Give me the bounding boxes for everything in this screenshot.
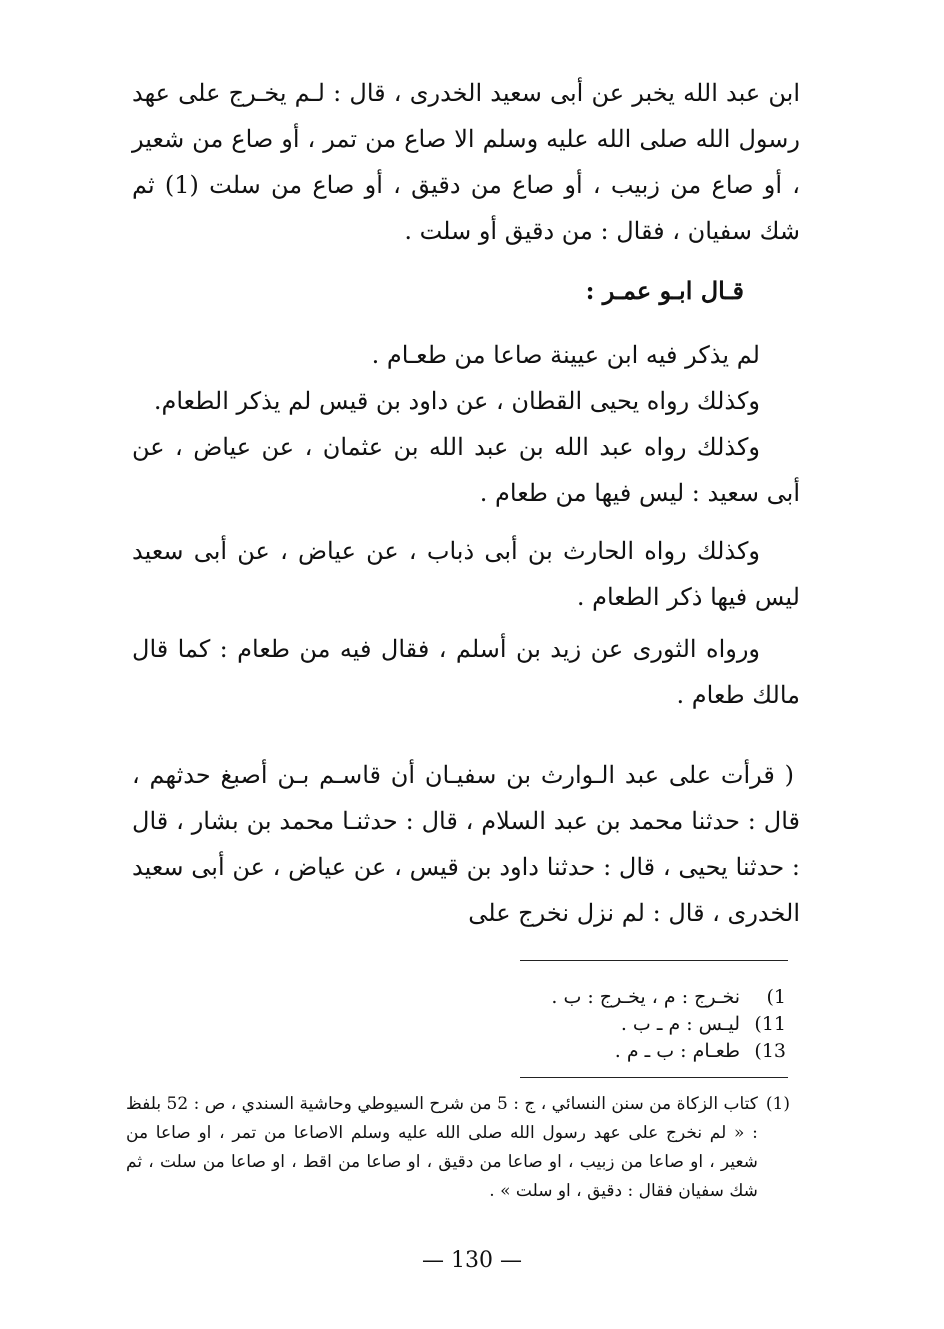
commentary-line-2: وكذلك رواه يحيى القطان ، عن داود بن قيس لم يذكر الطعام. xyxy=(153,387,760,415)
variant-note xyxy=(551,1011,786,1038)
variant-note-text: طعـام : ب ـ م . xyxy=(614,1040,740,1062)
footnote-divider xyxy=(520,1077,788,1078)
commentary-block xyxy=(132,332,800,718)
page-number: — 130 — xyxy=(422,1248,522,1273)
hadith-text-2: ( قرأت على عبد الـوارث بن سفيـان أن قاسـم بـن أصبغ حدثهم ، قال : حدثنا محمد بن عبد السلام ، قال : حدثنـا محمد بن بشار ، قال : حدثنا يحيى ، قال : حدثنا داود بن قيس ، عن عياض ، عن أبى سعيد الخدرى ، قال : لم نزل نخرج على xyxy=(132,761,800,927)
commentary-line-3: وكذلك رواه عبد الله بن عبد الله بن عثمان ، عن عياض ، عن أبى سعيد : ليس فيها من طعام . xyxy=(132,433,800,507)
variant-note xyxy=(551,1038,786,1065)
variant-note-text: نخـرج : م ، يخـرج : ب . xyxy=(551,986,740,1008)
notes-divider xyxy=(520,960,788,961)
footnote xyxy=(126,1090,790,1206)
variant-note-number: 13) xyxy=(754,1040,786,1062)
hadith-paragraph-1 xyxy=(132,70,800,254)
section-heading: قـال ابـو عمـر : xyxy=(585,276,744,305)
variant-note xyxy=(551,984,786,1011)
commentary-line-4: وكذلك رواه الحارث بن أبى ذباب ، عن عياض ، عن أبى سعيد ليس فيها ذكر الطعام . xyxy=(132,537,800,611)
footnote-text: كتاب الزكاة من سنن النسائي ، ج : 5 من شرح السيوطي وحاشية السندي ، ص : 52 بلفظ : « لم نخرج على عهد رسول الله صلى الله عليه وسلم الاصاعا من تمر ، او صاعا من شعير ، او صاعا من زبيب ، او صاعا من دقيق ، او صاعا من اقط ، او صاعا من سلت ، ثم شك سفيان فقال : دقيق ، او سلت » . xyxy=(126,1094,758,1201)
commentary-line-1: لم يذكر فيه ابن عيينة صاعا من طعـام . xyxy=(371,341,760,369)
footnote-number: (1) xyxy=(765,1094,790,1114)
hadith-paragraph-2 xyxy=(132,752,800,936)
variant-note-number: 1) xyxy=(766,986,786,1008)
variant-notes xyxy=(551,984,786,1065)
hadith-text-1: ابن عبد الله يخبر عن أبى سعيد الخدرى ، قال : لـم يخـرج على عهد رسول الله صلى الله عليه وسلم الا صاع من تمر ، أو صاع من شعير ، أو صاع من زبيب ، أو صاع من دقيق ، أو صاع من سلت (1) ثم شك سفيان ، فقال : من دقيق أو سلت . xyxy=(132,79,800,245)
variant-note-text: ليـس : م ـ ب . xyxy=(620,1013,740,1035)
variant-note-number: 11) xyxy=(754,1013,786,1035)
commentary-line-5: ورواه الثورى عن زيد بن أسلم ، فقال فيه من طعام : كما قال مالك طعام . xyxy=(132,635,800,709)
